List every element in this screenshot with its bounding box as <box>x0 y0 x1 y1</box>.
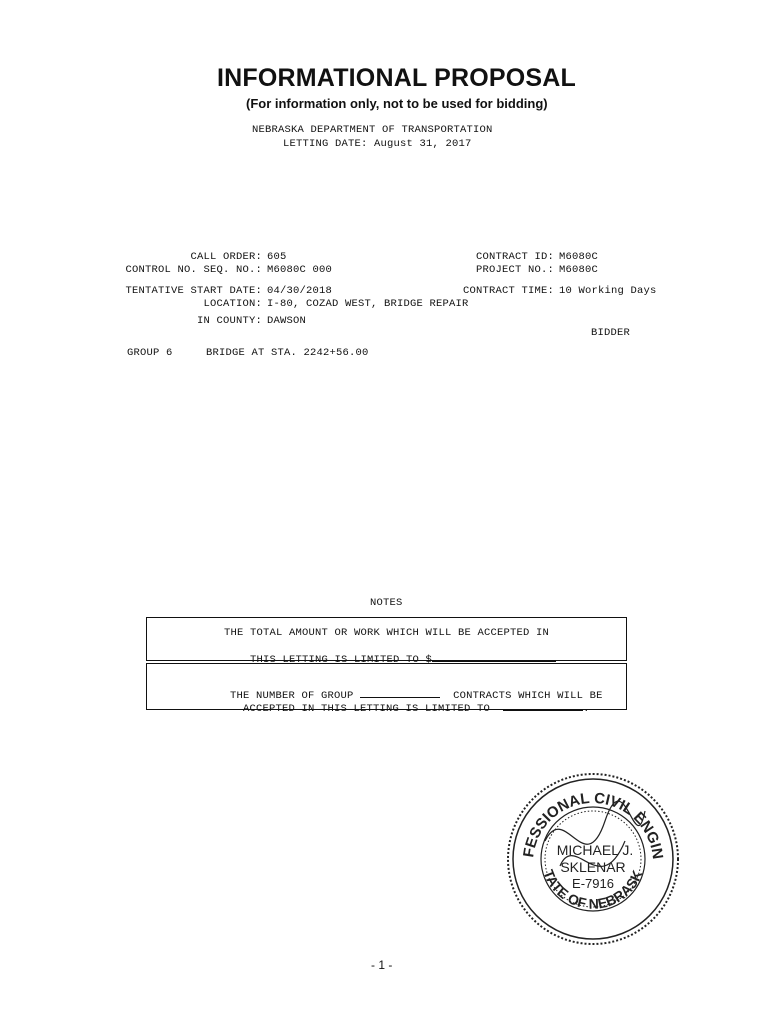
note-box-group-contracts <box>146 663 627 715</box>
county-value: DAWSON <box>267 315 307 327</box>
tentative-start-label: TENTATIVE START DATE: <box>125 285 262 297</box>
note-box-total-amount <box>146 617 627 666</box>
contract-time-label: CONTRACT TIME: <box>462 285 554 297</box>
notes-heading: NOTES <box>370 597 403 609</box>
letting-date: LETTING DATE: August 31, 2017 <box>283 138 472 150</box>
limit-blank-line <box>503 701 583 711</box>
county-label: IN COUNTY: <box>196 315 262 327</box>
note2-line2: ACCEPTED IN THIS LETTING IS LIMITED TO <box>243 703 491 715</box>
note2-line1b: CONTRACTS WHICH WILL BE <box>453 690 603 702</box>
group-label: GROUP 6 <box>127 347 173 359</box>
page-number: - 1 - <box>371 958 393 972</box>
note1-line1: THE TOTAL AMOUNT OR WORK WHICH WILL BE ACCEPTED IN <box>224 627 550 639</box>
call-order-value: 605 <box>267 251 287 263</box>
control-no-value: M6080C 000 <box>267 264 333 276</box>
contract-id-value: M6080C <box>559 251 599 263</box>
page-subtitle: (For information only, not to be used for bidding) <box>246 96 548 111</box>
page-title: INFORMATIONAL PROPOSAL <box>217 64 577 92</box>
project-no-label: PROJECT NO.: <box>475 264 554 276</box>
seal-number: E-7916 <box>572 876 615 891</box>
location-label: LOCATION: <box>203 298 262 310</box>
project-no-value: M6080C <box>559 264 599 276</box>
contract-time-value: 10 Working Days <box>559 285 657 297</box>
engineer-seal-icon <box>486 753 667 929</box>
group-description: BRIDGE AT STA. 2242+56.00 <box>206 347 369 359</box>
note2-line1a: THE NUMBER OF GROUP <box>230 690 354 702</box>
seal-ring-top: FESSIONAL CIVIL ENGIN <box>520 789 667 861</box>
amount-blank-line <box>432 652 556 662</box>
note2-period: . <box>583 703 590 715</box>
call-order-label: CALL ORDER: <box>190 251 262 263</box>
seal-name-line1: MICHAEL J. <box>556 842 634 858</box>
note1-line2: THIS LETTING IS LIMITED TO $ <box>250 654 433 666</box>
control-no-label: CONTROL NO. SEQ. NO.: <box>125 264 262 276</box>
seal-name-line2: SKLENAR <box>560 859 626 875</box>
bidder-label: BIDDER <box>591 327 631 339</box>
seal-ring-bottom: TATE OF NEBRASK <box>540 867 646 912</box>
contract-id-label: CONTRACT ID: <box>475 251 554 263</box>
location-value: I-80, COZAD WEST, BRIDGE REPAIR <box>267 298 469 310</box>
department-name: NEBRASKA DEPARTMENT OF TRANSPORTATION <box>252 124 493 136</box>
tentative-start-value: 04/30/2018 <box>267 285 333 297</box>
